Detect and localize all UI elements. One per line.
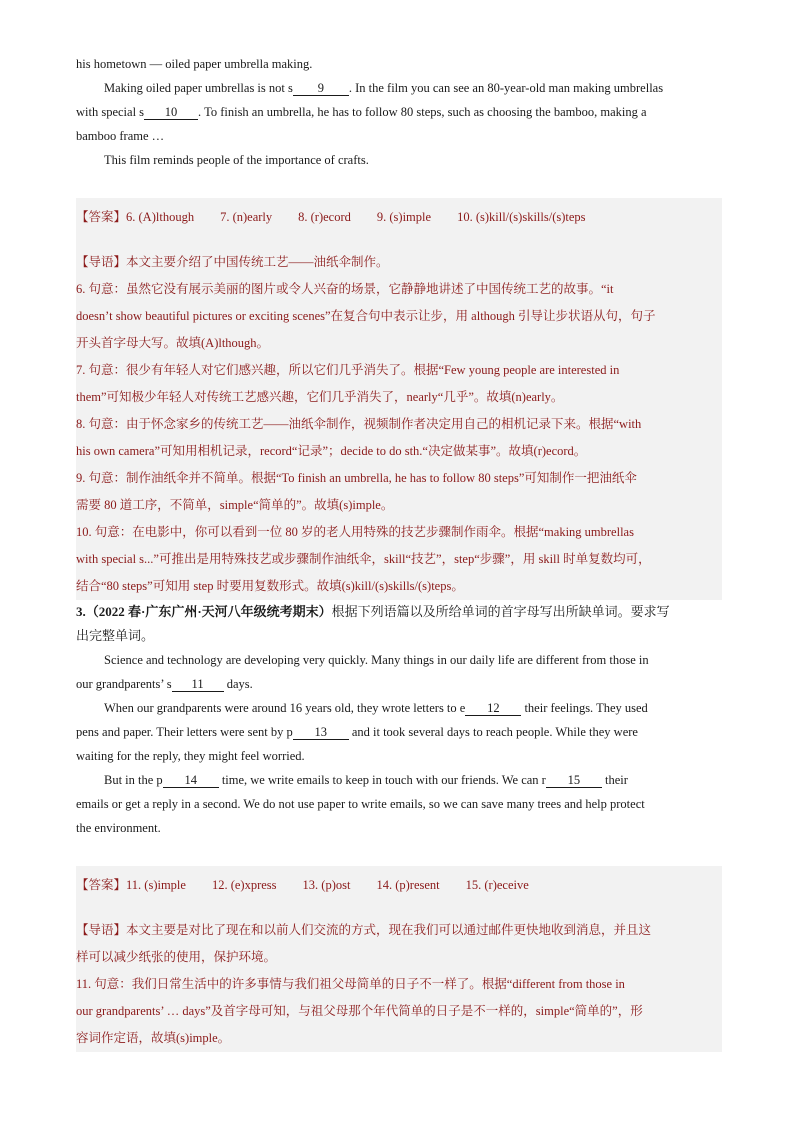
text: When our grandparents were around 16 years old, they wrote letters to e [104, 701, 466, 715]
blank-15: 15 [546, 773, 602, 788]
explanation-line: 样可以减少纸张的使用，保护环境。 [76, 950, 277, 964]
text: 本文主要介绍了中国传统工艺——油纸伞制作。 [126, 255, 389, 269]
text: But in the p [104, 773, 163, 787]
text: Making oiled paper umbrellas is not s [104, 81, 293, 95]
answer-tag: 【答案】 [76, 878, 127, 892]
answer-item: 6. (A)lthough [126, 210, 195, 224]
passage-line [76, 768, 722, 792]
explanation-line: 容词作定语，故填(s)imple。 [76, 1031, 231, 1045]
text: our grandparents’ s [76, 677, 172, 691]
explanation-line: 7. 句意：很少有年轻人对它们感兴趣，所以它们几乎消失了。根据“Few young people are interested in [76, 363, 620, 377]
text: their feelings. They used [521, 701, 648, 715]
explanation-line: 结合“80 steps”可知用 step 时要用复数形式。故填(s)kill/(s)skills/(s)teps。 [76, 579, 464, 593]
blank-12: 12 [465, 701, 521, 716]
guide-tag: 【导语】 [76, 255, 127, 269]
blank-11: 11 [172, 677, 224, 692]
explanation-line: with special s...”可推出是用特殊技艺或步骤制作油纸伞，skill“技艺”，step“步骤”，用 skill 时单复数均可， [76, 552, 651, 566]
answer-item: 10. (s)kill/(s)skills/(s)teps [457, 210, 586, 224]
explanation-box [76, 903, 722, 1052]
blank-14: 14 [163, 773, 219, 788]
question-header [76, 600, 722, 624]
document-page [76, 52, 722, 1052]
explanation-box [76, 235, 722, 600]
blank-9: 9 [293, 81, 349, 96]
blank-13: 13 [293, 725, 349, 740]
explanation-line: our grandparents’ … days”及首字母可知，与祖父母那个年代简单的日子是不一样的，simple“简单的”，形 [76, 1004, 643, 1018]
passage-line: his hometown — oiled paper umbrella making. [76, 57, 313, 71]
explanation-line: 9. 句意：制作油纸伞并不简单。根据“To finish an umbrella, he has to follow 80 steps”可知制作一把油纸伞 [76, 471, 637, 485]
explanation-line: doesn’t show beautiful pictures or exciting scenes”在复合句中表示让步，用 although 引导让步状语从句，句子 [76, 309, 656, 323]
text: . In the film you can see an 80-year-old man making umbrellas [348, 81, 664, 95]
text: days. [223, 677, 253, 691]
passage-line: waiting for the reply, they might feel worried. [76, 749, 305, 763]
answer-item: 8. (r)ecord [298, 210, 351, 224]
text: time, we write emails to keep in touch with our friends. We can r [218, 773, 546, 787]
answer-item: 11. (s)imple [126, 878, 186, 892]
question-number: 3. [76, 604, 86, 619]
passage-line [76, 76, 722, 100]
question-header: 出完整单词。 [76, 628, 155, 643]
passage-line: This film reminds people of the importance of crafts. [104, 153, 369, 167]
question-instruction: 根据下列语篇以及所给单词的首字母写出所缺单词。要求写 [331, 604, 670, 619]
passage-line: bamboo frame … [76, 129, 165, 143]
explanation-line: 开头首字母大写。故填(A)lthough。 [76, 336, 270, 350]
text: with special s [76, 105, 145, 119]
guide-tag: 【导语】 [76, 923, 127, 937]
explanation-line: his own camera”可知用相机记录，record“记录”；decide to do sth.“决定做某事”。故填(r)ecord。 [76, 444, 587, 458]
explanation-line: 10. 句意：在电影中，你可以看到一位 80 岁的老人用特殊的技艺步骤制作雨伞。根据“making umbrellas [76, 525, 634, 539]
answer-item: 13. (p)ost [302, 878, 351, 892]
text: . To finish an umbrella, he has to follow 80 steps, such as choosing the bamboo, making a [198, 105, 647, 119]
explanation-line: 8. 句意：由于怀念家乡的传统工艺——油纸伞制作，视频制作者决定用自己的相机记录下来。根据“with [76, 417, 642, 431]
answer-item: 12. (e)xpress [211, 878, 277, 892]
passage-line: the environment. [76, 821, 161, 835]
text: their [601, 773, 628, 787]
answer-item: 14. (p)resent [376, 878, 440, 892]
explanation-line: 6. 句意：虽然它没有展示美丽的图片或令人兴奋的场景，它静静地讲述了中国传统工艺的故事。“it [76, 282, 614, 296]
answer-box [76, 198, 722, 235]
answer-tag: 【答案】 [76, 210, 127, 224]
passage-line: emails or get a reply in a second. We do not use paper to write emails, so we can save many trees and help protect [76, 797, 645, 811]
answer-item: 7. (n)early [220, 210, 273, 224]
passage-line: Science and technology are developing very quickly. Many things in our daily life are different from those in [104, 653, 649, 667]
text: 本文主要是对比了现在和以前人们交流的方式，现在我们可以通过邮件更快地收到消息，并且这 [126, 923, 652, 937]
text: and it took several days to reach people. While they were [348, 725, 638, 739]
passage-line [76, 100, 722, 124]
guide-intro [76, 249, 722, 276]
explanation-line: them”可知极少年轻人对传统工艺感兴趣，它们几乎消失了，nearly“几乎”。故填(n)early。 [76, 390, 564, 404]
text: pens and paper. Their letters were sent by p [76, 725, 293, 739]
blank-10: 10 [144, 105, 198, 120]
explanation-line: 需要 80 道工序，不简单，simple“简单的”。故填(s)imple。 [76, 498, 394, 512]
passage-line [76, 720, 722, 744]
question-source: （2022 春·广东广州·天河八年级统考期末） [85, 604, 332, 619]
explanation-line: 11. 句意：我们日常生活中的许多事情与我们祖父母简单的日子不一样了。根据“different from those in [76, 977, 625, 991]
passage-line [76, 696, 722, 720]
answer-item: 9. (s)imple [376, 210, 432, 224]
guide-intro [76, 917, 722, 944]
passage-line [76, 672, 722, 696]
answer-item: 15. (r)eceive [465, 878, 529, 892]
answer-box [76, 866, 722, 903]
